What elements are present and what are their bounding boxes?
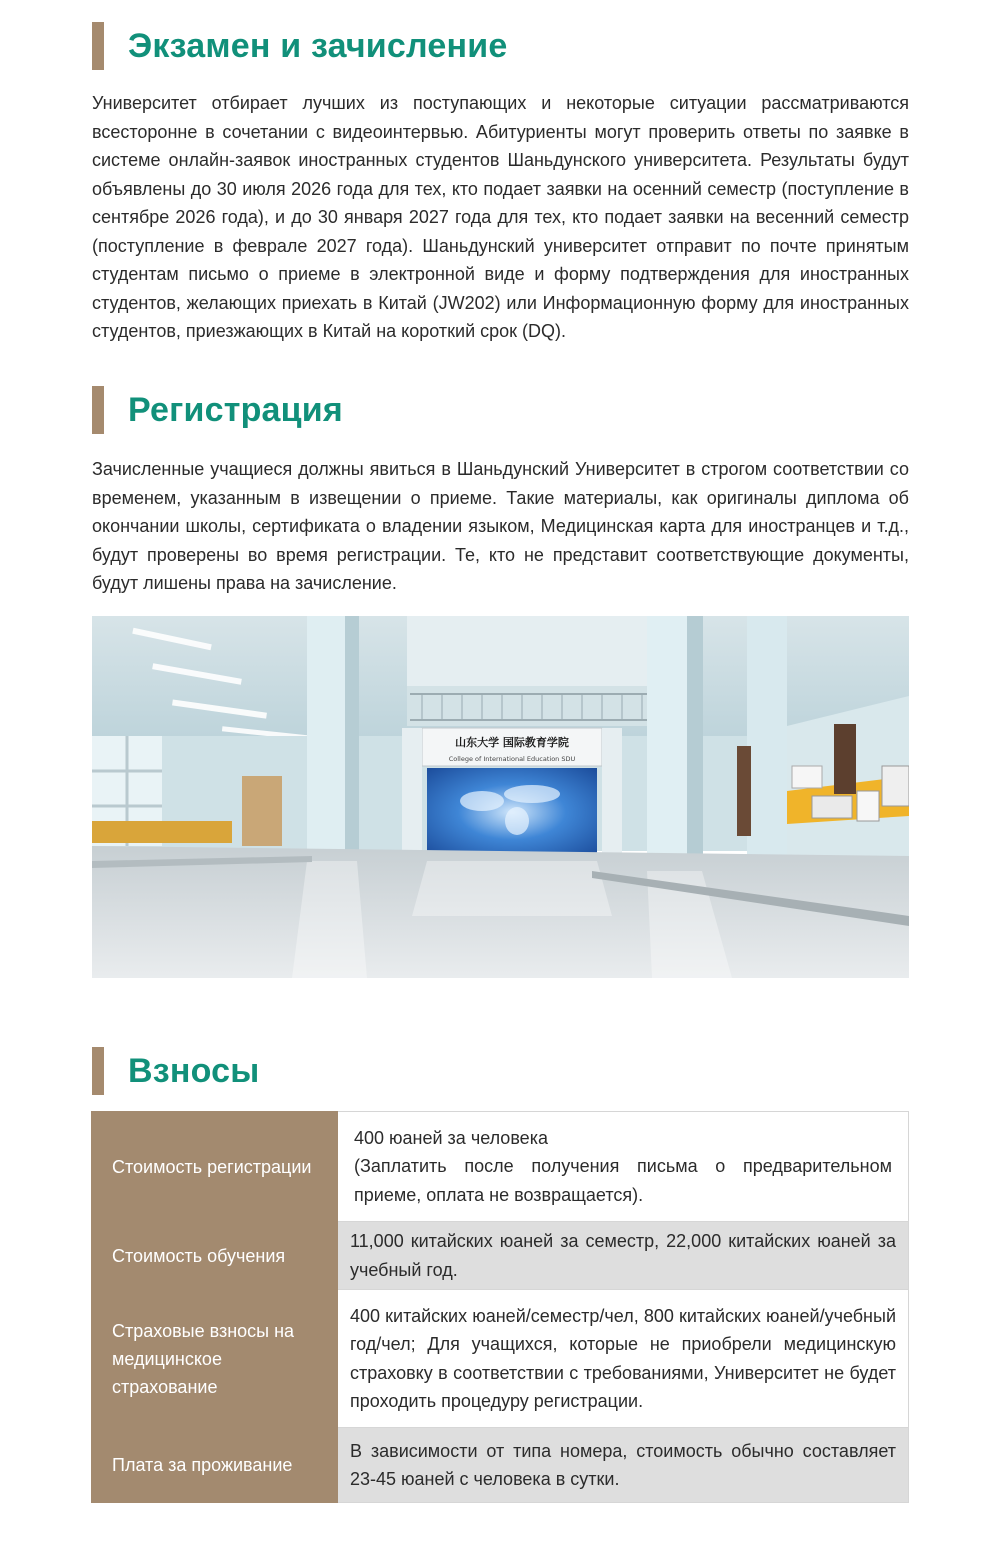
title-accent-bar bbox=[92, 1047, 104, 1095]
fee-label: Страховые взносы на медицинское страхование bbox=[92, 1290, 338, 1428]
title-accent-bar bbox=[92, 386, 104, 434]
sign-english-text: College of International Education SDU bbox=[448, 755, 576, 763]
exam-paragraph: Университет отбирает лучших из поступающих и некоторые ситуации рассматриваются всесторонне в сочетании с видеоинтервью. Абитуриенты могут проверить ответы по заявке в системе онлайн-заявок иностранных студентов Шаньдунского университета. Результаты будут объявлены до 30 июля 2026 года для тех, кто подает заявки на осенний семестр (поступление в сентябре 2026 года), и до 30 января 2027 года для тех, кто подает заявки на весенний семестр (поступление в феврале 2027 года). Шаньдунский университет отправит по почте принятым студентам письмо о приеме в электронной виде и форму подтверждения для иностранных студентов, желающих приехать в Китай (JW202) или Информационную форму для иностранных студентов, приезжающих в Китай на короткий срок (DQ). bbox=[92, 93, 909, 341]
fee-value-line: 400 юаней за человека bbox=[354, 1127, 548, 1148]
table-row bbox=[92, 1428, 909, 1503]
section-title-fees bbox=[92, 1046, 259, 1096]
fee-label: Стоимость регистрации bbox=[92, 1112, 338, 1222]
fee-value-line: (Заплатить после получения письма о предварительном приеме, оплата не возвращается). bbox=[354, 1156, 892, 1205]
section-title-exam bbox=[92, 21, 507, 71]
lobby-photo bbox=[92, 616, 909, 978]
fee-value bbox=[338, 1222, 909, 1290]
fee-value-line: В зависимости от типа номера, стоимость обычно составляет 23-45 юаней с человека в сутки. bbox=[350, 1440, 896, 1489]
fee-label: Плата за проживание bbox=[92, 1428, 338, 1503]
exam-title: Экзамен и зачисление bbox=[128, 26, 508, 65]
table-row bbox=[92, 1112, 909, 1222]
section-title-registration bbox=[92, 385, 343, 435]
fee-value-line: 11,000 китайских юаней за семестр, 22,000 китайских юаней за учебный год. bbox=[350, 1231, 896, 1280]
fees-title: Взносы bbox=[128, 1051, 260, 1090]
fee-value-line: 400 китайских юаней/семестр/чел, 800 китайских юаней/учебный год/чел; Для учащихся, которые не приобрели медицинскую страховку в соответствии с требованиями, Университет не будет проходить процедуру регистрации. bbox=[350, 1305, 896, 1411]
registration-title: Регистрация bbox=[128, 390, 343, 429]
table-row bbox=[92, 1222, 909, 1290]
fee-value bbox=[338, 1290, 909, 1428]
fee-value bbox=[338, 1112, 909, 1222]
title-accent-bar bbox=[92, 22, 104, 70]
fee-label: Стоимость обучения bbox=[92, 1222, 338, 1290]
fees-table bbox=[91, 1111, 909, 1503]
sign-chinese-text: 山东大学 国际教育学院 bbox=[455, 736, 569, 749]
registration-paragraph: Зачисленные учащиеся должны явиться в Шаньдунский Университет в строгом соответствии со временем, указанным в извещении о приеме. Такие материалы, как оригиналы диплома об окончании школы, сертификата о владении языком, Медицинская карта для иностранцев и т.д., будут проверены во время регистрации. Те, кто не представит соответствующие документы, будут лишены права на зачисление. bbox=[92, 459, 909, 593]
fee-value bbox=[338, 1428, 909, 1503]
table-row bbox=[92, 1290, 909, 1428]
